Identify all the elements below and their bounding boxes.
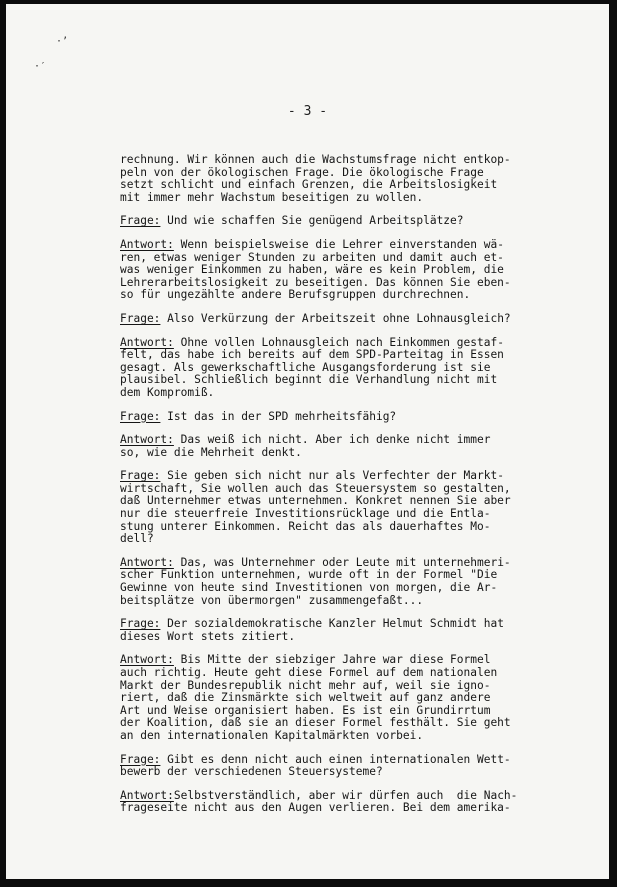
question-label: Frage: — [120, 409, 161, 423]
line-text: Das weiß ich nicht. Aber ich denke nicht immer — [173, 433, 491, 447]
line-text: so, wie die Mehrheit denkt. — [120, 445, 302, 459]
line-text: dem Kompromiß. — [120, 385, 215, 399]
line-text: Gewinne von heute sind Investitionen von morgen, die Ar- — [120, 581, 498, 595]
line-text: felt, das habe ich bereits auf dem SPD-Parteitag in Essen — [120, 348, 504, 362]
answer-paragraph — [120, 337, 545, 400]
line-text: Ist das in der SPD mehrheitsfähig? — [160, 409, 397, 423]
text-line — [120, 730, 545, 743]
document-page — [6, 4, 609, 879]
line-text: Selbstverständlich, aber wir dürfen auch die Nach- — [173, 788, 518, 802]
question-paragraph — [120, 313, 545, 326]
line-text: ren, etwas weniger Stunden zu arbeiten und damit auch et- — [120, 250, 504, 264]
answer-paragraph — [120, 654, 545, 742]
line-text: dell? — [120, 532, 154, 546]
text-line — [120, 192, 545, 205]
line-text: wirtschaft, Sie wollen auch das Steuersystem so gestalten, — [120, 481, 511, 495]
answer-paragraph — [120, 557, 545, 607]
text-paragraph — [120, 154, 545, 204]
text-line — [120, 766, 545, 779]
scan-mark: ·′ — [34, 61, 47, 72]
question-paragraph — [120, 618, 545, 643]
question-paragraph — [120, 470, 545, 546]
scan-mark: ·’ — [56, 36, 69, 47]
line-text: Gibt es denn nicht auch einen internationalen Wett- — [160, 752, 511, 766]
question-paragraph — [120, 754, 545, 779]
line-text: gesagt. Als gewerkschaftliche Ausgangsforderung ist sie — [120, 360, 491, 374]
line-text: was weniger Einkommen zu haben, wäre es kein Problem, die — [120, 263, 504, 277]
line-text: Ohne vollen Lohnausgleich nach Einkommen gestaf- — [173, 335, 504, 349]
line-text: dieses Wort stets zitiert. — [120, 629, 296, 643]
text-line — [120, 289, 545, 302]
line-text: frageseite nicht aus den Augen verlieren. Bei dem amerika- — [120, 801, 511, 815]
answer-label: Antwort: — [120, 788, 174, 802]
line-text: an den internationalen Kapitalmärkten vorbei. — [120, 728, 424, 742]
line-text: Markt der Bundesrepublik nicht mehr auf, weil sie igno- — [120, 678, 491, 692]
answer-paragraph — [120, 239, 545, 302]
line-text: so für ungezählte andere Berufsgruppen durchrechnen. — [120, 288, 471, 302]
line-text: Bis Mitte der siebziger Jahre war diese Formel — [173, 653, 491, 667]
text-line — [120, 447, 545, 460]
line-text: auch richtig. Heute geht diese Formel auf dem nationalen — [120, 666, 498, 679]
line-text: daß Unternehmer etwas unternehmen. Konkret nennen Sie aber — [120, 494, 511, 508]
line-text: Sie geben sich nicht nur als Verfechter der Markt- — [160, 469, 504, 483]
answer-label: Antwort: — [120, 653, 174, 667]
line-text: scher Funktion unternehmen, wurde oft in der Formel "Die — [120, 568, 498, 582]
line-text: rechnung. Wir können auch die Wachstumsfrage nicht entkop- — [120, 153, 511, 166]
line-text: Und wie schaffen Sie genügend Arbeitsplätze? — [160, 214, 464, 228]
line-text: plausibel. Schließlich beginnt die Verhandlung nicht mit — [120, 373, 498, 387]
line-text: der Koalition, daß sie an dieser Formel festhält. Sie geht — [120, 716, 511, 730]
text-line — [120, 802, 545, 815]
line-text: Der sozialdemokratische Kanzler Helmut Schmidt hat — [160, 617, 504, 631]
question-label: Frage: — [120, 311, 161, 325]
question-paragraph — [120, 411, 545, 424]
question-label: Frage: — [120, 214, 161, 228]
line-text: setzt schlicht und einfach Grenzen, die Arbeitslosigkeit — [120, 178, 498, 192]
line-text: bewerb der verschiedenen Steuersysteme? — [120, 765, 383, 779]
answer-label: Antwort: — [120, 433, 174, 447]
answer-paragraph — [120, 790, 545, 815]
question-paragraph — [120, 215, 545, 228]
line-text: Also Verkürzung der Arbeitszeit ohne Lohnausgleich? — [160, 311, 511, 325]
text-line — [120, 215, 545, 228]
answer-paragraph — [120, 434, 545, 459]
line-text: stung unterer Einkommen. Reicht das als dauerhaftes Mo- — [120, 519, 491, 533]
line-text: mit immer mehr Wachstum beseitigen zu wollen. — [120, 190, 424, 204]
text-line — [120, 521, 545, 534]
text-line — [120, 533, 545, 546]
line-text: nur die steuerfreie Investitionsrücklage und die Entla- — [120, 507, 491, 521]
line-text: peln von der ökologischen Frage. Die ökologische Frage — [120, 165, 484, 179]
text-line — [120, 313, 545, 326]
line-text: Wenn beispielsweise die Lehrer einverstanden wä- — [173, 237, 504, 251]
answer-label: Antwort: — [120, 237, 174, 251]
text-line — [120, 631, 545, 644]
line-text: beitsplätze von übermorgen" zusammengefaßt... — [120, 593, 424, 607]
question-label: Frage: — [120, 617, 161, 631]
document-body — [120, 154, 545, 826]
question-label: Frage: — [120, 469, 161, 483]
question-label: Frage: — [120, 752, 161, 766]
page-number: - 3 - — [287, 104, 328, 119]
line-text: Lehrerarbeitslosigkeit zu beseitigen. Das können Sie eben- — [120, 275, 511, 289]
answer-label: Antwort: — [120, 555, 174, 569]
answer-label: Antwort: — [120, 335, 174, 349]
line-text: Art und Weise organisiert haben. Es ist ein Grundirrtum — [120, 703, 491, 717]
text-line — [120, 411, 545, 424]
line-text: riert, daß die Zinsmärkte sich weltweit auf ganz andere — [120, 691, 491, 705]
text-line — [120, 595, 545, 608]
text-line — [120, 387, 545, 400]
line-text: Das, was Unternehmer oder Leute mit unternehmeri- — [173, 555, 511, 569]
